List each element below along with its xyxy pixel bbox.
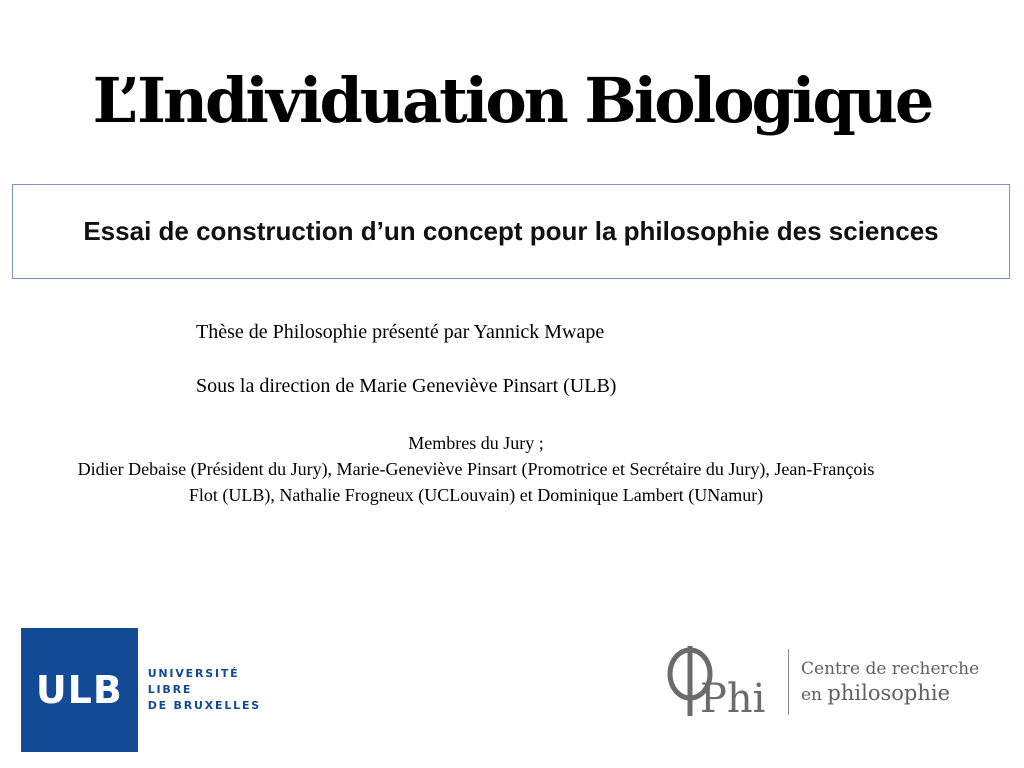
ulb-logo-line-3: DE BRUXELLES bbox=[147, 699, 261, 712]
phi-logo-line-2-prefix: en bbox=[801, 685, 823, 705]
ulb-logo-mark: ULB bbox=[21, 628, 138, 752]
slide-subtitle: Essai de construction d’un concept pour la philosophie des sciences bbox=[83, 216, 939, 246]
jury-heading: Membres du Jury ; bbox=[408, 433, 544, 453]
slide-title: L’Individuation Biologique bbox=[92, 64, 932, 137]
subtitle-box bbox=[12, 184, 1010, 279]
ulb-logo-line-2: LIBRE bbox=[147, 683, 193, 696]
presenter-line: Thèse de Philosophie présenté par Yannick Mwape bbox=[196, 321, 605, 343]
phi-logo bbox=[664, 644, 994, 720]
phi-logo-line-2-main: philosophie bbox=[827, 681, 950, 705]
phi-symbol-icon bbox=[664, 644, 774, 720]
jury-section bbox=[70, 430, 882, 508]
phi-logo-divider bbox=[788, 649, 789, 715]
phi-logo-mark bbox=[664, 644, 774, 720]
phi-logo-text bbox=[801, 657, 979, 707]
ulb-logo-line-1: UNIVERSITÉ bbox=[147, 667, 240, 680]
director-line: Sous la direction de Marie Geneviève Pinsart (ULB) bbox=[196, 375, 617, 397]
phi-mark-text: Phi bbox=[700, 676, 766, 720]
ulb-logo-text bbox=[148, 666, 261, 714]
phi-logo-line-1: Centre de recherche bbox=[801, 659, 980, 679]
jury-members: Didier Debaise (Président du Jury), Marie-Geneviève Pinsart (Promotrice et Secrétaire du Jury), Jean-François Flot (ULB), Nathalie Frogneux (UCLouvain) et Dominique Lambert (UNamur) bbox=[77, 459, 875, 505]
phi-logo-line-2 bbox=[801, 681, 979, 707]
ulb-logo bbox=[21, 628, 261, 752]
